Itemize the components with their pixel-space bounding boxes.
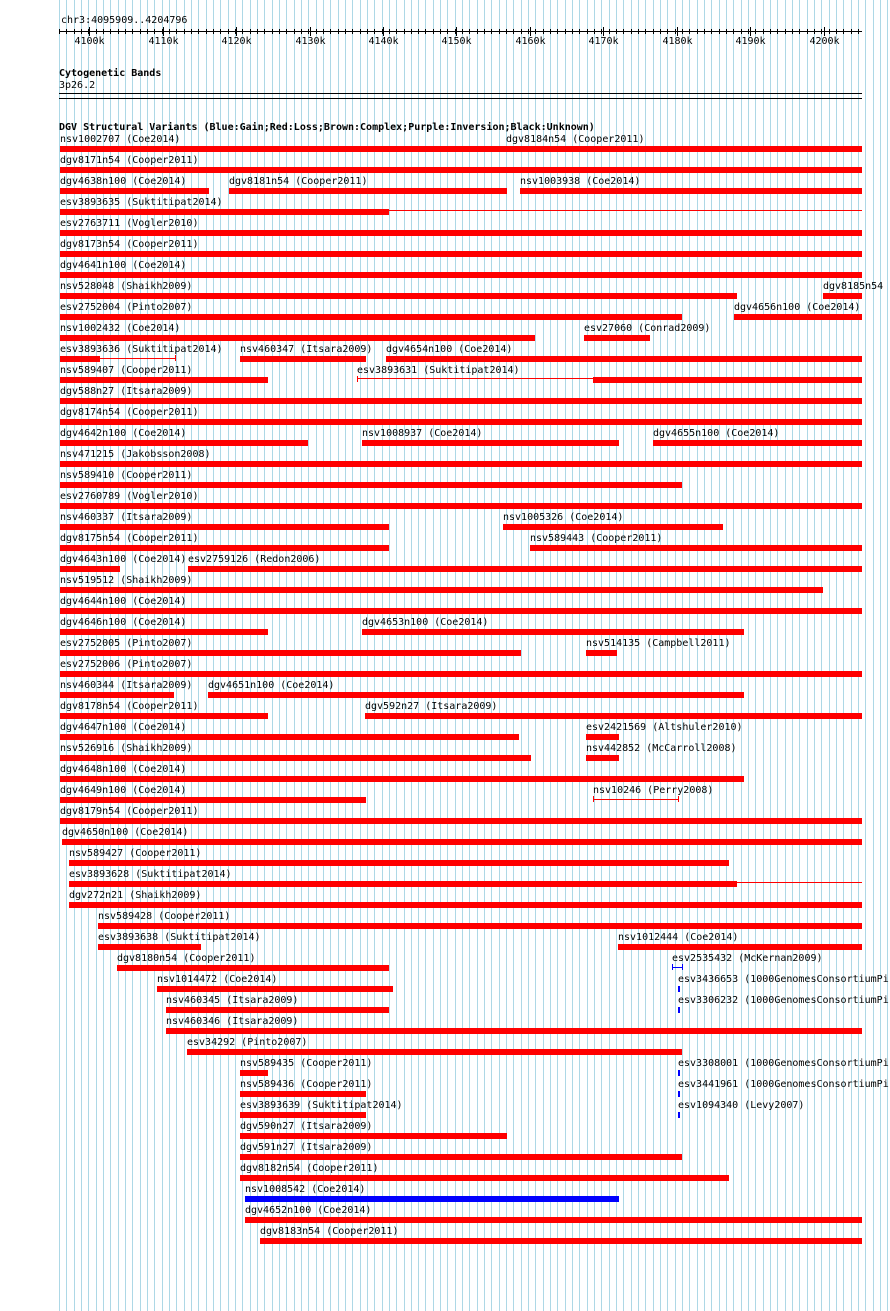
variant-label[interactable]: nsv460344 (Itsara2009)	[60, 680, 193, 691]
variant-label[interactable]: nsv460347 (Itsara2009)	[240, 344, 373, 355]
variant-bar[interactable]	[60, 797, 366, 803]
variant-bar[interactable]	[672, 967, 682, 968]
cytoband-title: Cytogenetic Bands	[59, 68, 162, 79]
variant-label[interactable]: esv2535432 (McKernan2009)	[672, 953, 823, 964]
variant-label[interactable]: esv1094340 (Levy2007)	[678, 1100, 805, 1111]
variant-label[interactable]: esv3893639 (Suktitipat2014)	[240, 1100, 403, 1111]
variant-label[interactable]: dgv4652n100 (Coe2014)	[245, 1205, 372, 1216]
variant-bar[interactable]	[60, 230, 862, 236]
variant-bar[interactable]	[60, 524, 389, 530]
variant-bar[interactable]	[240, 1070, 268, 1076]
variant-label[interactable]: dgv8182n54 (Cooper2011)	[240, 1163, 379, 1174]
variant-label[interactable]: dgv8173n54 (Cooper2011)	[60, 239, 199, 250]
variant-label[interactable]: esv3893631 (Suktitipat2014)	[357, 365, 520, 376]
variant-label[interactable]: dgv4648n100 (Coe2014)	[60, 764, 187, 775]
variant-label[interactable]: dgv8175n54 (Cooper2011)	[60, 533, 199, 544]
variant-label[interactable]: esv3893636 (Suktitipat2014)	[60, 344, 223, 355]
variant-label[interactable]: nsv460346 (Itsara2009)	[166, 1016, 299, 1027]
variant-label[interactable]: dgv4650n100 (Coe2014)	[62, 827, 189, 838]
cytoband-bottom-border	[59, 98, 862, 99]
variant-label[interactable]: dgv272n21 (Shaikh2009)	[69, 890, 202, 901]
ruler-tick-label: 4130k	[295, 36, 326, 47]
variant-label[interactable]: nsv589435 (Cooper2011)	[240, 1058, 373, 1069]
variant-bar[interactable]	[69, 881, 737, 887]
variant-bar[interactable]	[60, 293, 737, 299]
variant-bar[interactable]	[60, 209, 389, 215]
variant-label[interactable]: nsv442852 (McCarroll2008)	[586, 743, 737, 754]
variant-bar[interactable]	[117, 965, 389, 971]
variant-bar[interactable]	[678, 1070, 680, 1076]
variant-bar[interactable]	[586, 650, 617, 656]
variant-label[interactable]: dgv592n27 (Itsara2009)	[365, 701, 498, 712]
variant-bar[interactable]	[678, 796, 679, 802]
variant-bar[interactable]	[60, 755, 531, 761]
variant-label[interactable]: nsv1005326 (Coe2014)	[503, 512, 624, 523]
variant-bar[interactable]	[60, 545, 389, 551]
variant-label[interactable]: nsv514135 (Campbell2011)	[586, 638, 731, 649]
variant-label[interactable]: esv3306232 (1000GenomesConsortiumPi	[678, 995, 889, 1006]
variant-bar[interactable]	[240, 1112, 366, 1118]
variant-bar[interactable]	[60, 440, 308, 446]
variant-bar[interactable]	[60, 167, 862, 173]
variant-bar[interactable]	[175, 355, 176, 361]
ruler-tick-label: 4120k	[221, 36, 252, 47]
variant-bar[interactable]	[60, 818, 862, 824]
variant-label[interactable]: nsv589427 (Cooper2011)	[69, 848, 202, 859]
variant-bar[interactable]	[60, 482, 682, 488]
variant-label[interactable]: dgv8183n54 (Cooper2011)	[260, 1226, 399, 1237]
variant-bar[interactable]	[60, 566, 120, 572]
variant-label[interactable]: nsv460345 (Itsara2009)	[166, 995, 299, 1006]
variant-label[interactable]: esv3893638 (Suktitipat2014)	[98, 932, 261, 943]
variant-bar[interactable]	[69, 860, 729, 866]
variant-label[interactable]: nsv589428 (Cooper2011)	[98, 911, 231, 922]
variant-bar[interactable]	[60, 692, 174, 698]
variant-label[interactable]: esv2752005 (Pinto2007)	[60, 638, 193, 649]
variant-bar[interactable]	[60, 335, 535, 341]
variant-label[interactable]: dgv4643n100 (Coe2014)	[60, 554, 187, 565]
variant-bar[interactable]	[60, 272, 862, 278]
variant-bar[interactable]	[260, 1238, 862, 1244]
variant-label[interactable]: dgv4644n100 (Coe2014)	[60, 596, 187, 607]
variant-bar[interactable]	[734, 314, 862, 320]
position-label: chr3:4095909..4204796	[61, 15, 188, 26]
variant-bar[interactable]	[357, 378, 593, 379]
variant-label[interactable]: dgv4654n100 (Coe2014)	[386, 344, 513, 355]
variant-bar[interactable]	[60, 251, 862, 257]
variant-bar[interactable]	[60, 776, 744, 782]
variant-bar[interactable]	[593, 377, 862, 383]
variant-label[interactable]: nsv589436 (Cooper2011)	[240, 1079, 373, 1090]
variant-bar[interactable]	[357, 376, 358, 382]
variant-label[interactable]: dgv8185n54	[823, 281, 884, 292]
variant-bar[interactable]	[188, 566, 862, 572]
variant-label[interactable]: nsv519512 (Shaikh2009)	[60, 575, 193, 586]
variant-label[interactable]: esv2759126 (Redon2006)	[188, 554, 321, 565]
variant-bar[interactable]	[823, 293, 862, 299]
variant-label[interactable]: dgv8178n54 (Cooper2011)	[60, 701, 199, 712]
variant-bar[interactable]	[584, 335, 650, 341]
variant-bar[interactable]	[520, 188, 862, 194]
variant-bar[interactable]	[245, 1217, 862, 1223]
variant-bar[interactable]	[245, 1196, 619, 1202]
variant-label[interactable]: dgv591n27 (Itsara2009)	[240, 1142, 373, 1153]
variant-bar[interactable]	[389, 210, 862, 211]
variant-label[interactable]: dgv4651n100 (Coe2014)	[208, 680, 335, 691]
variant-label[interactable]: nsv460337 (Itsara2009)	[60, 512, 193, 523]
cytoband-top-border	[59, 93, 862, 94]
variant-bar[interactable]	[60, 713, 268, 719]
variant-bar[interactable]	[503, 524, 723, 530]
variant-bar[interactable]	[678, 1091, 680, 1097]
variant-bar[interactable]	[187, 1049, 682, 1055]
variant-label[interactable]: dgv8181n54 (Cooper2011)	[229, 176, 368, 187]
variant-bar[interactable]	[365, 713, 862, 719]
variant-bar[interactable]	[682, 964, 683, 970]
variant-label[interactable]: nsv1003938 (Coe2014)	[520, 176, 641, 187]
variant-label[interactable]: esv3441961 (1000GenomesConsortiumPi	[678, 1079, 889, 1090]
variant-label[interactable]: dgv4641n100 (Coe2014)	[60, 260, 187, 271]
dgv-track-title: DGV Structural Variants (Blue:Gain;Red:Loss;Brown:Complex;Purple:Inversion;Black:Unknown)	[59, 122, 595, 133]
variant-label[interactable]: esv3436653 (1000GenomesConsortiumPi	[678, 974, 889, 985]
variant-bar[interactable]	[60, 419, 862, 425]
variant-bar[interactable]	[229, 188, 507, 194]
variant-bar[interactable]	[678, 986, 680, 992]
variant-label[interactable]: nsv589443 (Cooper2011)	[530, 533, 663, 544]
variant-label[interactable]: nsv526916 (Shaikh2009)	[60, 743, 193, 754]
variant-bar[interactable]	[653, 440, 862, 446]
ruler-tick-label: 4190k	[735, 36, 766, 47]
variant-bar[interactable]	[60, 188, 209, 194]
variant-bar[interactable]	[240, 1133, 507, 1139]
variant-bar[interactable]	[737, 882, 862, 883]
variant-label[interactable]: esv2421569 (Altshuler2010)	[586, 722, 743, 733]
variant-bar[interactable]	[60, 503, 862, 509]
variant-label[interactable]: dgv4655n100 (Coe2014)	[653, 428, 780, 439]
variant-bar[interactable]	[60, 461, 862, 467]
variant-bar[interactable]	[166, 1007, 389, 1013]
variant-label[interactable]: nsv1002707 (Coe2014)	[60, 134, 181, 145]
ruler-tick-label: 4160k	[515, 36, 546, 47]
ruler-tick-label: 4140k	[368, 36, 399, 47]
ruler-tick-label: 4180k	[662, 36, 693, 47]
ruler-tick-label: 4110k	[148, 36, 179, 47]
variant-bar[interactable]	[60, 734, 519, 740]
variant-bar[interactable]	[60, 671, 862, 677]
variant-bar[interactable]	[678, 1007, 680, 1013]
variant-bar[interactable]	[506, 146, 862, 152]
ruler-tick-label: 4100k	[74, 36, 105, 47]
variant-label[interactable]: dgv8179n54 (Cooper2011)	[60, 806, 199, 817]
variant-bar[interactable]	[362, 440, 619, 446]
variant-bar[interactable]	[60, 608, 862, 614]
variant-label[interactable]: esv3893628 (Suktitipat2014)	[69, 869, 232, 880]
variant-label[interactable]: dgv590n27 (Itsara2009)	[240, 1121, 373, 1132]
variant-label[interactable]: esv2752004 (Pinto2007)	[60, 302, 193, 313]
variant-bar[interactable]	[60, 629, 268, 635]
variant-label[interactable]: dgv8174n54 (Cooper2011)	[60, 407, 199, 418]
variant-label[interactable]: nsv589407 (Cooper2011)	[60, 365, 193, 376]
variant-label[interactable]: esv2760789 (Vogler2010)	[60, 491, 199, 502]
variant-label[interactable]: nsv10246 (Perry2008)	[593, 785, 714, 796]
variant-bar[interactable]	[240, 356, 366, 362]
variant-bar[interactable]	[69, 902, 862, 908]
variant-label[interactable]: nsv1012444 (Coe2014)	[618, 932, 739, 943]
variant-label[interactable]: esv2763711 (Vogler2010)	[60, 218, 199, 229]
variant-label[interactable]: dgv588n27 (Itsara2009)	[60, 386, 193, 397]
variant-bar[interactable]	[593, 799, 678, 800]
variant-bar[interactable]	[60, 356, 100, 362]
variant-label[interactable]: dgv4649n100 (Coe2014)	[60, 785, 187, 796]
variant-label[interactable]: dgv8171n54 (Cooper2011)	[60, 155, 199, 166]
variant-bar[interactable]	[362, 629, 744, 635]
variant-label[interactable]: esv3308001 (1000GenomesConsortiumPi	[678, 1058, 889, 1069]
variant-bar[interactable]	[530, 545, 862, 551]
variant-bar[interactable]	[60, 587, 823, 593]
cytoband-label[interactable]: 3p26.2	[59, 80, 96, 91]
ruler-tick-label: 4170k	[588, 36, 619, 47]
variant-label[interactable]: nsv1014472 (Coe2014)	[157, 974, 278, 985]
variant-bar[interactable]	[62, 839, 862, 845]
variant-bar[interactable]	[60, 398, 862, 404]
ruler-tick-label: 4150k	[441, 36, 472, 47]
variant-label[interactable]: dgv8180n54 (Cooper2011)	[117, 953, 256, 964]
variant-bar[interactable]	[60, 650, 521, 656]
variant-bar[interactable]	[586, 755, 619, 761]
variant-label[interactable]: dgv4646n100 (Coe2014)	[60, 617, 187, 628]
variant-bar[interactable]	[678, 1112, 680, 1118]
variant-label[interactable]: dgv8184n54 (Cooper2011)	[506, 134, 645, 145]
variant-label[interactable]: esv34292 (Pinto2007)	[187, 1037, 308, 1048]
variant-label[interactable]: dgv4647n100 (Coe2014)	[60, 722, 187, 733]
base-ruler[interactable]	[0, 24, 890, 48]
variant-bar[interactable]	[60, 377, 268, 383]
variant-label[interactable]: nsv1002432 (Coe2014)	[60, 323, 181, 334]
variant-bar[interactable]	[98, 944, 201, 950]
variant-bar[interactable]	[240, 1091, 366, 1097]
variant-label[interactable]: nsv1008937 (Coe2014)	[362, 428, 483, 439]
variant-label[interactable]: nsv528048 (Shaikh2009)	[60, 281, 193, 292]
variant-label[interactable]: dgv4656n100 (Coe2014)	[734, 302, 861, 313]
ruler-tick-label: 4200k	[809, 36, 840, 47]
variant-label[interactable]: dgv4638n100 (Coe2014)	[60, 176, 187, 187]
variant-label[interactable]: esv27060 (Conrad2009)	[584, 323, 711, 334]
variant-bar[interactable]	[240, 1175, 729, 1181]
variant-label[interactable]: esv2752006 (Pinto2007)	[60, 659, 193, 670]
variant-label[interactable]: dgv4653n100 (Coe2014)	[362, 617, 489, 628]
variant-label[interactable]: dgv4642n100 (Coe2014)	[60, 428, 187, 439]
variant-bar[interactable]	[100, 358, 175, 359]
variant-bar[interactable]	[618, 944, 862, 950]
variant-label[interactable]: nsv471215 (Jakobsson2008)	[60, 449, 211, 460]
variant-bar[interactable]	[166, 1028, 862, 1034]
variant-bar[interactable]	[60, 314, 682, 320]
variant-label[interactable]: nsv1008542 (Coe2014)	[245, 1184, 366, 1195]
variant-bar[interactable]	[98, 923, 862, 929]
variant-bar[interactable]	[208, 692, 744, 698]
variant-bar[interactable]	[240, 1154, 682, 1160]
variant-bar[interactable]	[386, 356, 862, 362]
variant-bar[interactable]	[157, 986, 393, 992]
variant-bar[interactable]	[586, 734, 619, 740]
variant-label[interactable]: nsv589410 (Cooper2011)	[60, 470, 193, 481]
variant-label[interactable]: esv3893635 (Suktitipat2014)	[60, 197, 223, 208]
